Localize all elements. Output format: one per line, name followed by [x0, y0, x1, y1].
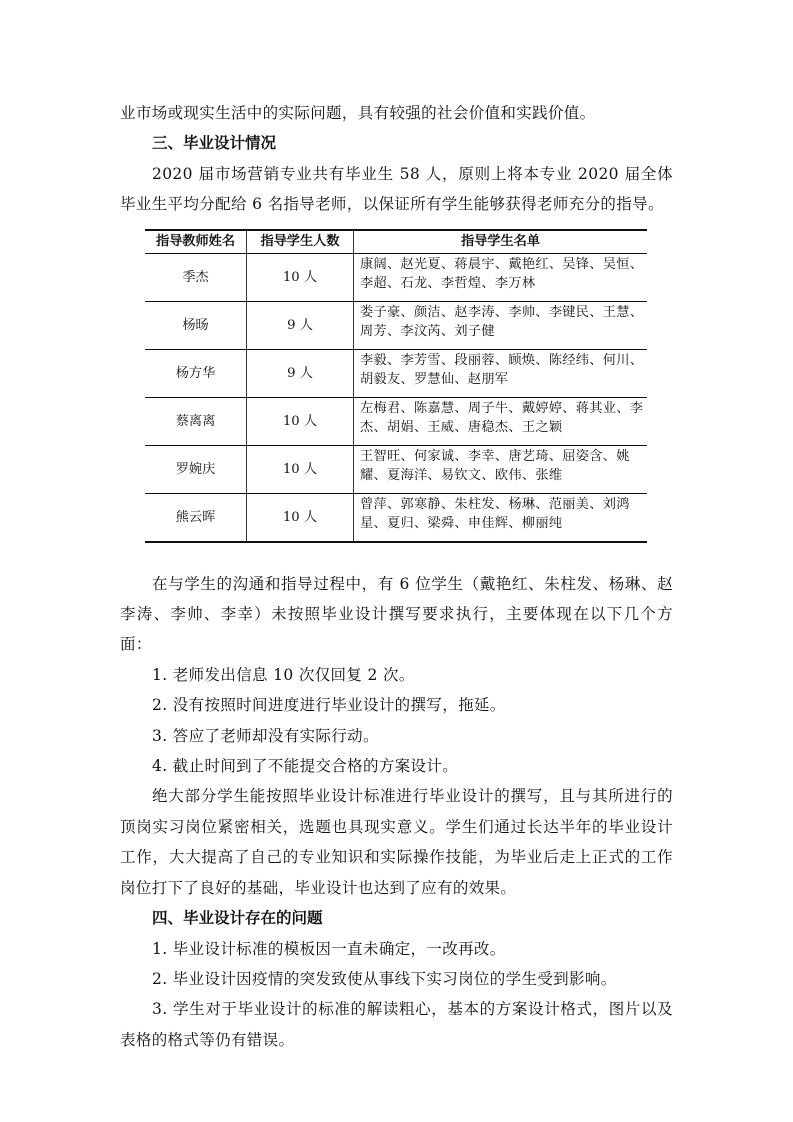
issue-item: 4. 截止时间到了不能提交合格的方案设计。	[152, 757, 459, 776]
students-cell: 娄子豪、颜洁、赵李涛、李帅、李键民、王慧、周芳、李汶芮、刘子健	[354, 301, 648, 349]
problem-item: 1. 毕业设计标准的模板因一直未确定，一改再改。	[152, 939, 506, 958]
after-table-paragraph: 在与学生的沟通和指导过程中，有 6 位学生（戴艳红、朱柱发、杨琳、赵李涛、李帅、李幸）未按照毕业设计撰写要求执行，主要体现在以下几个方面：	[120, 574, 673, 654]
teacher-cell: 熊云晖	[145, 493, 247, 542]
section3-heading: 三、毕业设计情况	[152, 134, 277, 153]
table-row	[145, 349, 647, 397]
table-spacer	[120, 543, 673, 569]
header-teacher: 指导教师姓名	[145, 230, 247, 254]
issue-item: 2. 没有按照时间进度进行毕业设计的撰写，拖延。	[152, 696, 506, 715]
teacher-cell: 蔡离离	[145, 397, 247, 445]
count-cell: 10 人	[247, 397, 354, 445]
table-row	[145, 253, 647, 301]
table-row	[145, 397, 647, 445]
table-row	[145, 301, 647, 349]
teacher-cell: 杨旸	[145, 301, 247, 349]
count-cell: 9 人	[247, 301, 354, 349]
issue-item: 3. 答应了老师却没有实际行动。	[152, 726, 379, 745]
students-cell: 曾萍、郭寒静、朱柱发、杨琳、范丽美、刘鸿星、夏归、梁舜、申佳辉、柳丽纯	[354, 493, 648, 542]
issue-item: 1. 老师发出信息 10 次仅回复 2 次。	[152, 665, 415, 684]
section3-paragraph: 2020 届市场营销专业共有毕业生 58 人，原则上将本专业 2020 届全体毕业生平均分配给 6 名指导老师，以保证所有学生能够获得老师充分的指导。	[120, 164, 673, 214]
count-cell: 9 人	[247, 349, 354, 397]
teacher-cell: 季杰	[145, 253, 247, 301]
intro-tail-paragraph: 业市场或现实生活中的实际问题，具有较强的社会价值和实践价值。	[120, 104, 596, 122]
problem-item: 3. 学生对于毕业设计的标准的解读粗心，基本的方案设计格式，图片以及表格的格式等仍有错误。	[120, 1000, 673, 1049]
students-cell: 左梅君、陈嘉慧、周子牛、戴婷婷、蒋其业、李杰、胡娟、王威、唐稳杰、王之颖	[354, 397, 648, 445]
count-cell: 10 人	[247, 493, 354, 542]
section4-heading: 四、毕业设计存在的问题	[152, 909, 323, 928]
document-page	[120, 98, 673, 1055]
students-cell: 李毅、李芳雪、段丽蓉、顾焕、陈经纬、何川、胡毅友、罗慧仙、赵朋军	[354, 349, 648, 397]
advisor-table-wrap	[120, 220, 673, 543]
advisor-table	[145, 229, 647, 543]
teacher-cell: 杨方华	[145, 349, 247, 397]
header-students: 指导学生名单	[354, 230, 648, 254]
count-cell: 10 人	[247, 445, 354, 493]
summary-paragraph: 绝大部分学生能按照毕业设计标准进行毕业设计的撰写，且与其所进行的顶岗实习岗位紧密相关，选题也具现实意义。学生们通过长达半年的毕业设计工作，大大提高了自己的专业知识和实际操作技能，为毕业后走上正式的工作岗位打下了良好的基础，毕业设计也达到了应有的效果。	[120, 787, 673, 897]
table-row	[145, 493, 647, 542]
count-cell: 10 人	[247, 253, 354, 301]
table-header-row	[145, 230, 647, 254]
teacher-cell: 罗婉庆	[145, 445, 247, 493]
students-cell: 康阔、赵光夏、蒋晨宇、戴艳红、吴锋、吴恒、李超、石龙、李哲煌、李万林	[354, 253, 648, 301]
students-cell: 王智旺、何家诚、李幸、唐艺琦、屈姿含、姚耀、夏海洋、易钦文、欧伟、张维	[354, 445, 648, 493]
table-row	[145, 445, 647, 493]
header-count: 指导学生人数	[247, 230, 354, 254]
problem-item: 2. 毕业设计因疫情的突发致使从事线下实习岗位的学生受到影响。	[152, 969, 617, 988]
